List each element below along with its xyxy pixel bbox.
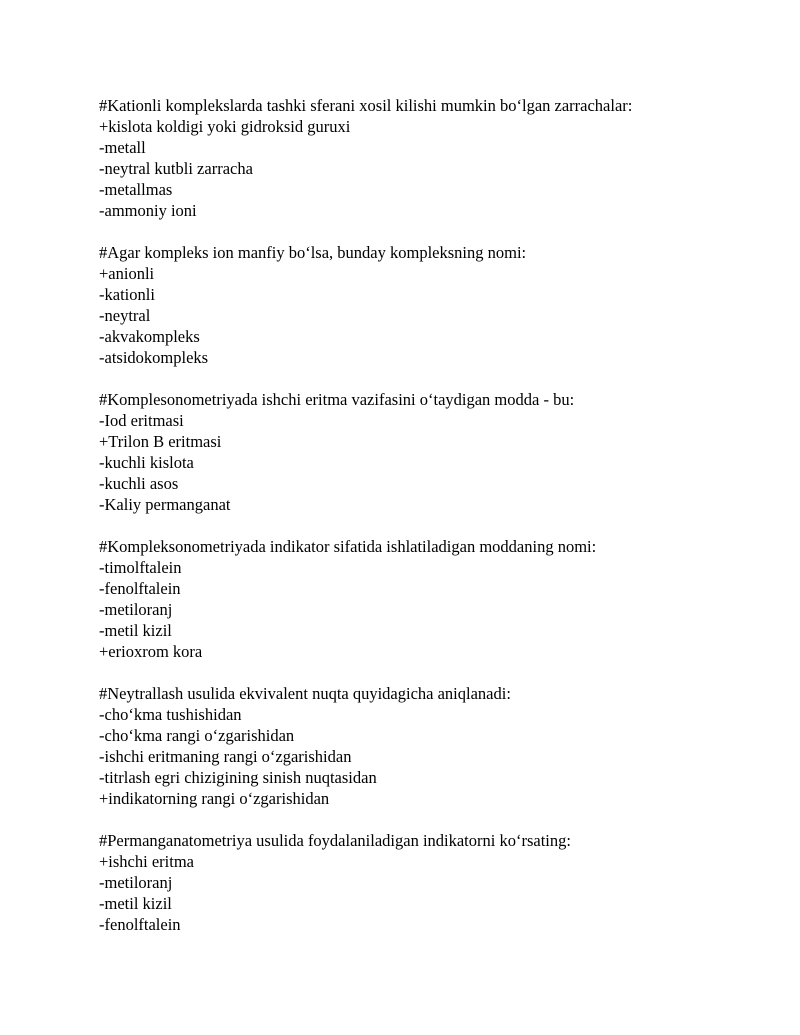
question-stem: #Kationli komplekslarda tashki sferani xosil kilishi mumkin bo‘lgan zarrachalar: — [99, 96, 633, 115]
answer-option: +indikatorning rangi o‘zgarishidan — [99, 789, 330, 808]
answer-option: +Trilon B eritmasi — [99, 432, 222, 451]
answer-option: -fenolftalein — [99, 579, 181, 598]
answer-option: -fenolftalein — [99, 915, 181, 934]
answer-option: -metil kizil — [99, 621, 172, 640]
answer-option: -titrlash egri chizigining sinish nuqtasidan — [99, 768, 377, 787]
answer-option: -kuchli asos — [99, 474, 179, 493]
answer-option: -timolftalein — [99, 558, 182, 577]
answer-option: -cho‘kma rangi o‘zgarishidan — [99, 726, 295, 745]
answer-option: -kationli — [99, 285, 155, 304]
answer-option: -Kaliy permanganat — [99, 495, 231, 514]
answer-option: +anionli — [99, 264, 155, 283]
question-block — [99, 536, 779, 662]
answer-option: -metiloranj — [99, 600, 173, 619]
question-block — [99, 683, 779, 809]
question-stem: #Agar kompleks ion manfiy bo‘lsa, bunday kompleksning nomi: — [99, 243, 527, 262]
answer-option: -akvakompleks — [99, 327, 200, 346]
question-block — [99, 95, 779, 221]
answer-option: -metil kizil — [99, 894, 172, 913]
answer-option: +kislota koldigi yoki gidroksid guruxi — [99, 117, 351, 136]
answer-option: -neytral kutbli zarracha — [99, 159, 253, 178]
question-stem: #Komplesonometriyada ishchi eritma vazifasini o‘taydigan modda - bu: — [99, 390, 575, 409]
answer-option: -kuchli kislota — [99, 453, 194, 472]
answer-option: -atsidokompleks — [99, 348, 209, 367]
question-stem: #Neytrallash usulida ekvivalent nuqta quyidagicha aniqlanadi: — [99, 684, 511, 703]
question-block — [99, 830, 779, 935]
answer-option: +erioxrom kora — [99, 642, 203, 661]
answer-option: +ishchi eritma — [99, 852, 194, 871]
question-block — [99, 389, 779, 515]
question-block — [99, 242, 779, 368]
answer-option: -neytral — [99, 306, 151, 325]
answer-option: -metallmas — [99, 180, 173, 199]
question-stem: #Permanganatometriya usulida foydalaniladigan indikatorni ko‘rsating: — [99, 831, 571, 850]
question-stem: #Kompleksonometriyada indikator sifatida ishlatiladigan moddaning nomi: — [99, 537, 597, 556]
answer-option: -metiloranj — [99, 873, 173, 892]
document-page — [99, 95, 779, 956]
answer-option: -metall — [99, 138, 146, 157]
answer-option: -ishchi eritmaning rangi o‘zgarishidan — [99, 747, 352, 766]
answer-option: -Iod eritmasi — [99, 411, 184, 430]
answer-option: -ammoniy ioni — [99, 201, 197, 220]
answer-option: -cho‘kma tushishidan — [99, 705, 242, 724]
